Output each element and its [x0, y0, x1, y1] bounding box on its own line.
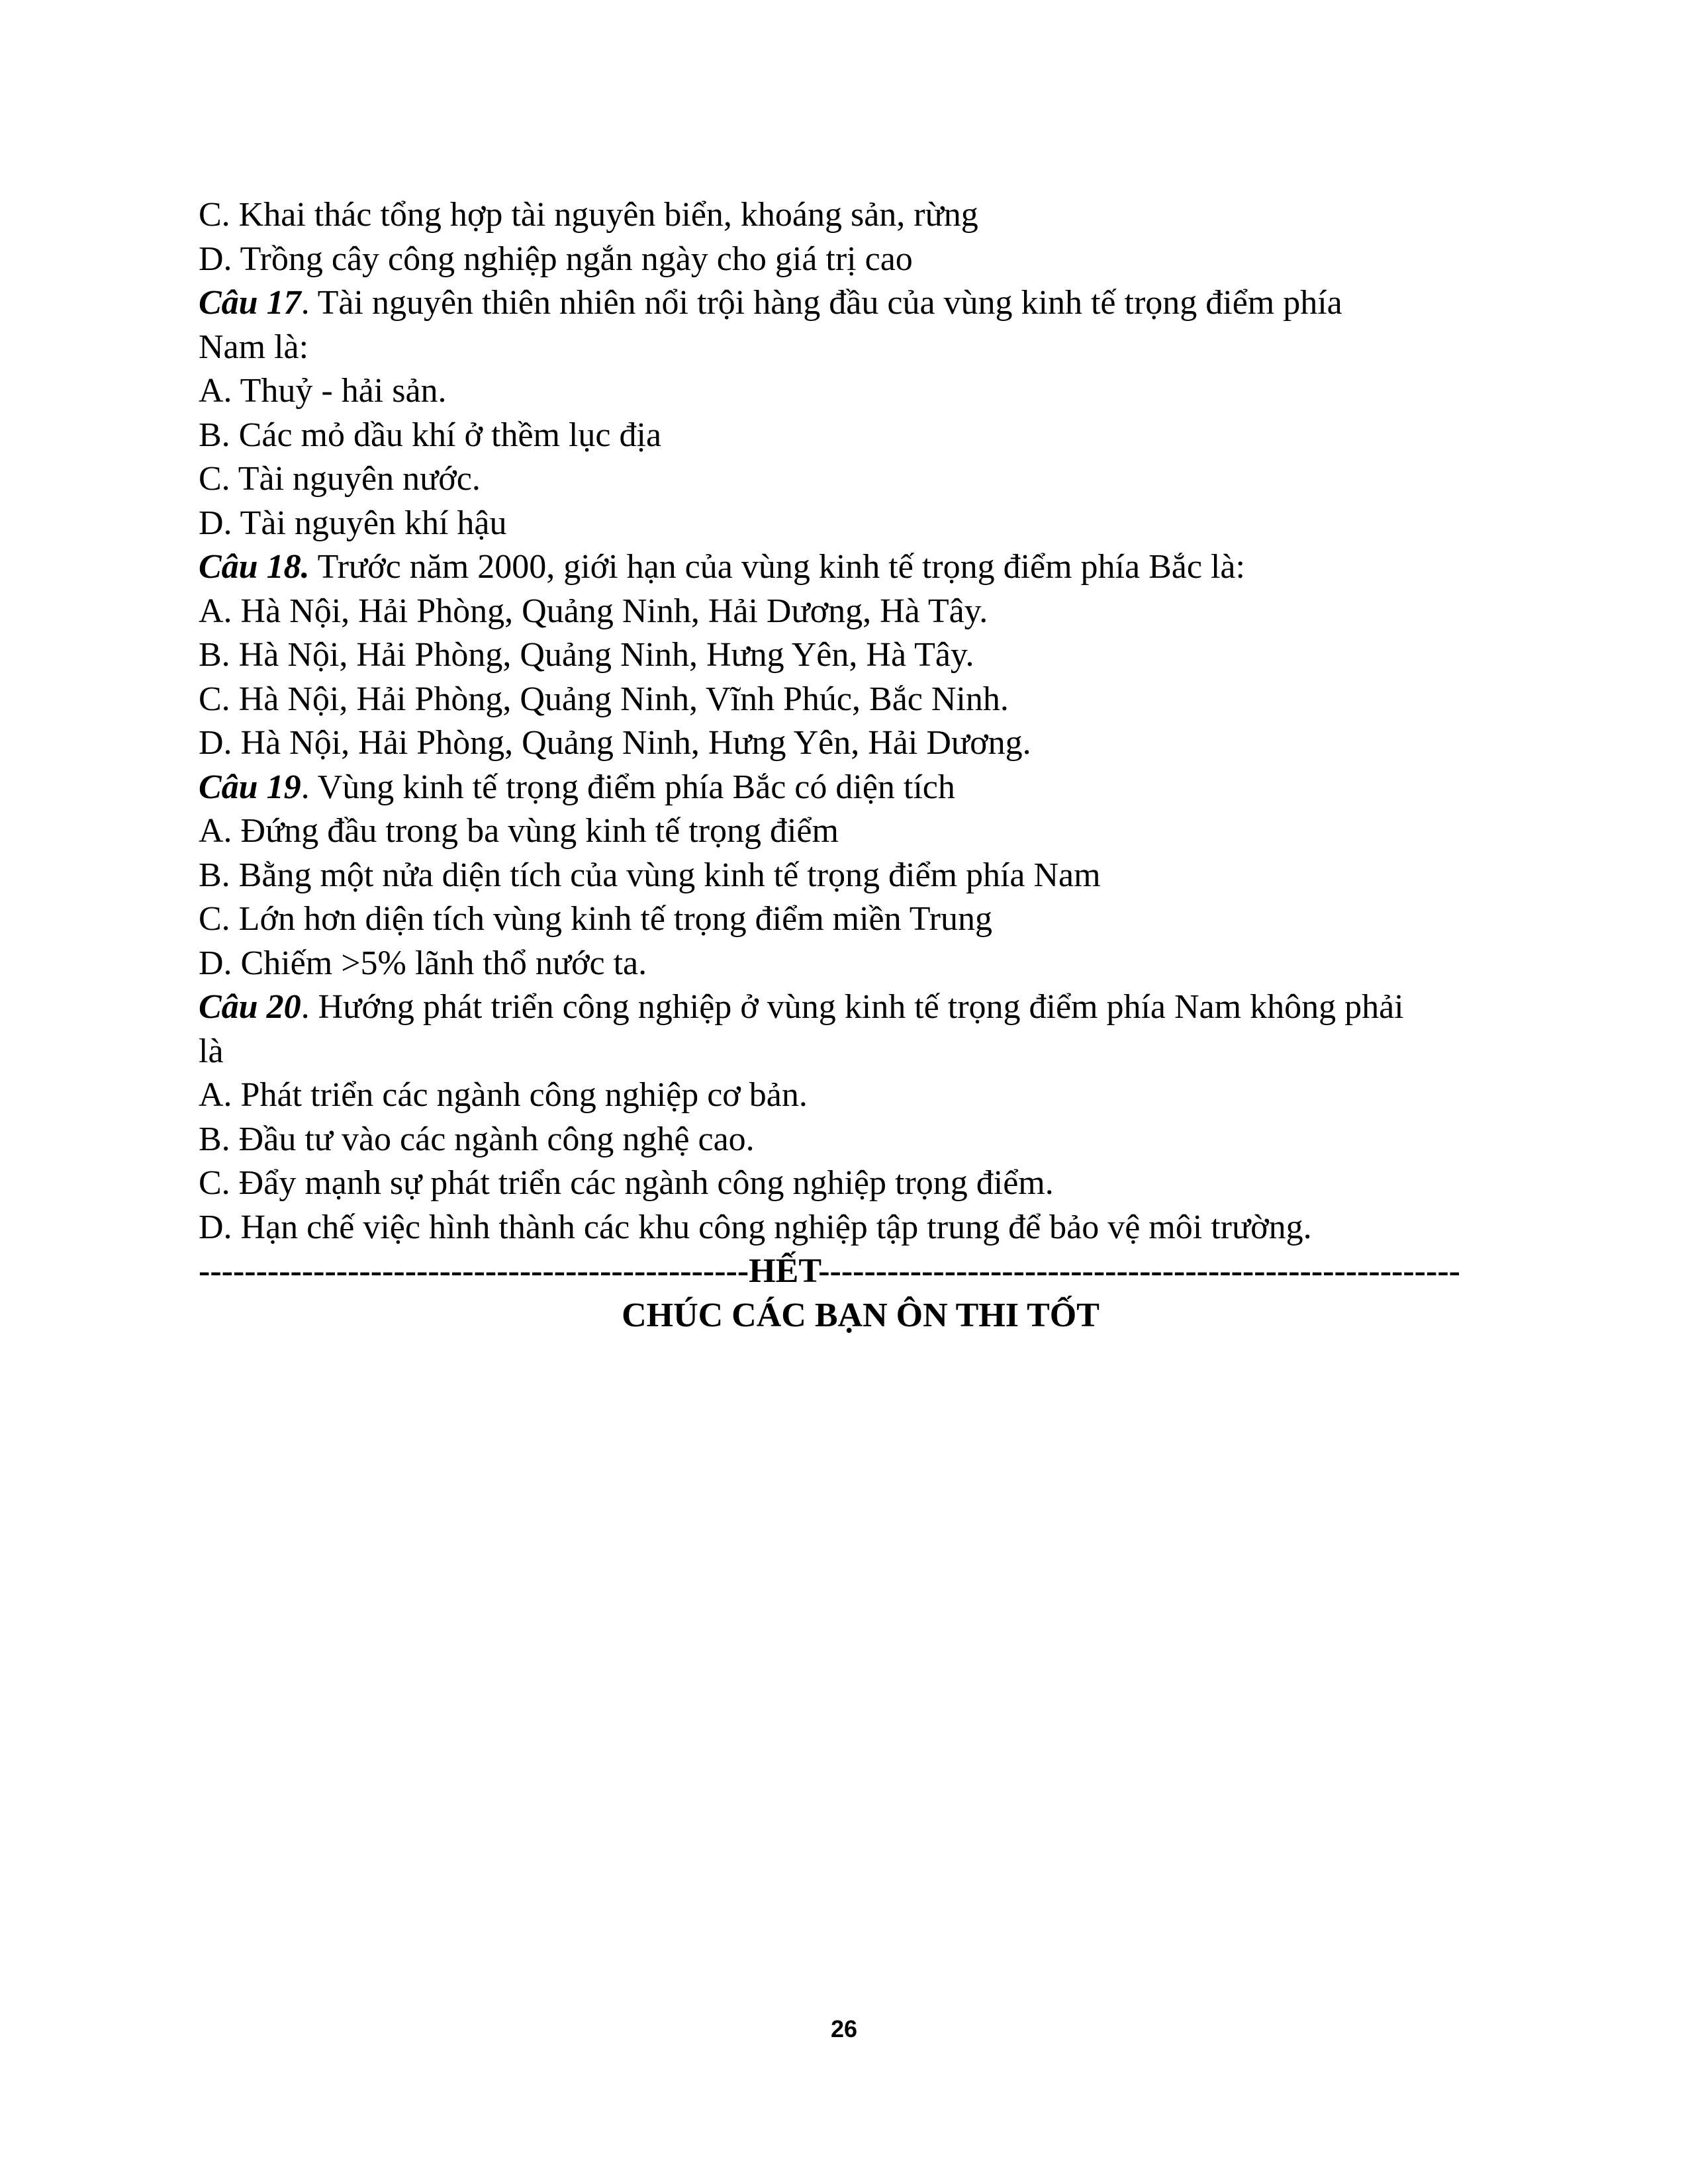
question-20	[199, 985, 1556, 1030]
question-18	[199, 545, 1556, 590]
question-19-text: . Vùng kinh tế trọng điểm phía Bắc có diện tích	[301, 768, 955, 806]
question-19-label: Câu 19	[199, 768, 301, 806]
page-number: 26	[830, 2015, 858, 2042]
option-d-prev: D. Trồng cây công nghiệp ngắn ngày cho giá trị cao	[199, 240, 913, 278]
question-17-text-cont: Nam là:	[199, 328, 309, 366]
q20-option-a: A. Phát triển các ngành công nghiệp cơ bản.	[199, 1076, 808, 1114]
end-divider: ------------------------------------------------HẾT--------------------------------------------------------	[199, 1252, 1460, 1290]
question-17	[199, 281, 1556, 326]
question-20-text: . Hướng phát triển công nghiệp ở vùng kinh tế trọng điểm phía Nam không phải	[301, 988, 1404, 1026]
q19-option-b: B. Bằng một nửa diện tích của vùng kinh tế trọng điểm phía Nam	[199, 856, 1101, 894]
q17-option-a: A. Thuỷ - hải sản.	[199, 372, 447, 410]
q17-option-c: C. Tài nguyên nước.	[199, 460, 481, 498]
q18-option-d: D. Hà Nội, Hải Phòng, Quảng Ninh, Hưng Yên, Hải Dương.	[199, 724, 1031, 762]
question-18-text: Trước năm 2000, giới hạn của vùng kinh tế trọng điểm phía Bắc là:	[309, 548, 1245, 586]
question-19	[199, 766, 1556, 810]
q20-option-d: D. Hạn chế việc hình thành các khu công nghiệp tập trung để bảo vệ môi trường.	[199, 1208, 1312, 1246]
q18-option-a: A. Hà Nội, Hải Phòng, Quảng Ninh, Hải Dương, Hà Tây.	[199, 592, 988, 630]
q19-option-d: D. Chiếm >5% lãnh thổ nước ta.	[199, 944, 647, 982]
q17-option-d: D. Tài nguyên khí hậu	[199, 504, 507, 542]
q18-option-b: B. Hà Nội, Hải Phòng, Quảng Ninh, Hưng Yên, Hà Tây.	[199, 636, 974, 674]
question-20-label: Câu 20	[199, 988, 301, 1026]
question-20-text-cont: là	[199, 1032, 224, 1070]
option-c-prev: C. Khai thác tổng hợp tài nguyên biển, khoáng sản, rừng	[199, 196, 978, 234]
q20-option-b: B. Đầu tư vào các ngành công nghệ cao.	[199, 1120, 755, 1158]
q17-option-b: B. Các mỏ dầu khí ở thềm lục địa	[199, 416, 662, 454]
q19-option-c: C. Lớn hơn diện tích vùng kinh tế trọng điểm miền Trung	[199, 900, 992, 938]
question-17-text: . Tài nguyên thiên nhiên nổi trội hàng đầu của vùng kinh tế trọng điểm phía	[301, 284, 1342, 322]
q20-option-c: C. Đẩy mạnh sự phát triển các ngành công nghiệp trọng điểm.	[199, 1164, 1054, 1202]
question-18-label: Câu 18.	[199, 548, 310, 586]
closing-message: CHÚC CÁC BẠN ÔN THI TỐT	[622, 1296, 1100, 1334]
q19-option-a: A. Đứng đầu trong ba vùng kinh tế trọng điểm	[199, 812, 839, 850]
page-content	[199, 193, 1556, 1338]
question-17-label: Câu 17	[199, 284, 301, 322]
q18-option-c: C. Hà Nội, Hải Phòng, Quảng Ninh, Vĩnh Phúc, Bắc Ninh.	[199, 680, 1009, 718]
